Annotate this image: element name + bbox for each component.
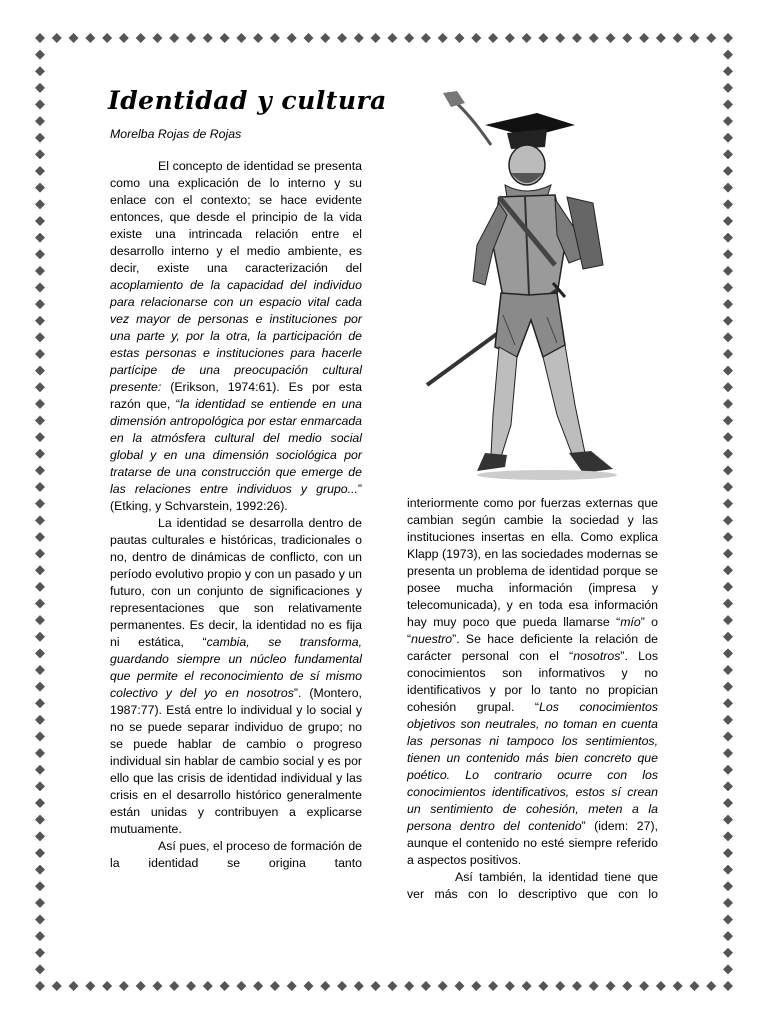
diamond-ornament — [723, 83, 733, 93]
diamond-ornament — [723, 665, 733, 675]
diamond-ornament — [639, 981, 649, 991]
diamond-ornament — [723, 765, 733, 775]
diamond-ornament — [35, 449, 45, 459]
text-column-right — [407, 495, 658, 903]
diamond-ornament — [471, 981, 481, 991]
diamond-ornament — [723, 948, 733, 958]
diamond-ornament — [723, 282, 733, 292]
paragraph — [110, 838, 362, 872]
text-run: ” o “ — [407, 615, 658, 646]
diamond-ornament — [689, 981, 699, 991]
diamond-ornament — [606, 33, 616, 43]
diamond-ornament — [387, 981, 397, 991]
diamond-ornament — [723, 898, 733, 908]
diamond-ornament — [455, 33, 465, 43]
diamond-ornament — [35, 100, 45, 110]
diamond-ornament — [35, 282, 45, 292]
diamond-ornament — [723, 732, 733, 742]
diamond-ornament — [69, 981, 79, 991]
diamond-ornament — [35, 432, 45, 442]
paragraph — [407, 495, 658, 869]
diamond-ornament — [35, 948, 45, 958]
diamond-ornament — [371, 981, 381, 991]
paragraph — [407, 869, 658, 903]
diamond-ornament — [723, 499, 733, 509]
italic-quote-run: la identidad se entiende en una dimensión antropológica por estar enmarcada en la atmósfera cultural del medio social global y en una dimensión sociológica por tratarse de una construcción que emerge de las relaciones entre individuos y grupo... — [110, 397, 363, 496]
diamond-ornament — [119, 33, 129, 43]
diamond-ornament — [723, 50, 733, 60]
italic-quote-run: cambia, se transforma, guardando siempre un núcleo fundamental que permite el reconocimiento de sí mismo colectivo y del yo en nosotros — [110, 635, 362, 700]
diamond-ornament — [136, 981, 146, 991]
text-run: ”. (Montero, 1987:77). Está entre lo individual y lo social y no se puede separar individuo de grupo; no se puede hablar de cambio o progreso individual sin hablar de cambio social y es por ello que las crisis de identidad individual y las crisis en el desarrollo histórico generalmente están unidas y contribuyen a explicarse mutuamente. — [110, 686, 362, 836]
diamond-ornament — [723, 798, 733, 808]
diamond-ornament — [723, 432, 733, 442]
diamond-ornament — [723, 815, 733, 825]
diamond-ornament — [723, 233, 733, 243]
diamond-ornament — [35, 698, 45, 708]
diamond-ornament — [639, 33, 649, 43]
diamond-ornament — [220, 981, 230, 991]
diamond-ornament — [354, 981, 364, 991]
diamond-ornament — [35, 83, 45, 93]
diamond-ornament — [270, 33, 280, 43]
diamond-ornament — [723, 382, 733, 392]
diamond-ornament — [723, 632, 733, 642]
diamond-ornament — [656, 33, 666, 43]
author-name: Morelba Rojas de Rojas — [110, 127, 242, 141]
diamond-ornament — [421, 33, 431, 43]
diamond-ornament — [236, 33, 246, 43]
diamond-ornament — [303, 33, 313, 43]
diamond-ornament — [152, 981, 162, 991]
diamond-ornament — [35, 116, 45, 126]
diamond-ornament — [253, 33, 263, 43]
diamond-ornament — [723, 100, 733, 110]
text-run: ”. Los conocimientos son informativos y no identificativos y por lo tanto no propician cohesión grupal. “ — [407, 649, 658, 714]
diamond-ornament — [723, 582, 733, 592]
document-title: Identidad y cultura — [108, 86, 387, 115]
diamond-ornament — [689, 33, 699, 43]
diamond-ornament — [35, 316, 45, 326]
diamond-ornament — [673, 33, 683, 43]
diamond-ornament — [488, 33, 498, 43]
diamond-ornament — [589, 33, 599, 43]
diamond-ornament — [35, 66, 45, 76]
diamond-ornament — [320, 981, 330, 991]
diamond-ornament — [438, 981, 448, 991]
diamond-ornament — [723, 848, 733, 858]
diamond-ornament — [35, 549, 45, 559]
text-run: ” (Etking, y Schvarstein, 1992:26). — [110, 482, 362, 513]
diamond-ornament — [35, 881, 45, 891]
diamond-ornament — [119, 981, 129, 991]
diamond-ornament — [85, 981, 95, 991]
diamond-ornament — [572, 981, 582, 991]
diamond-ornament — [35, 399, 45, 409]
diamond-ornament — [723, 831, 733, 841]
diamond-ornament — [287, 33, 297, 43]
diamond-ornament — [723, 698, 733, 708]
diamond-ornament — [35, 931, 45, 941]
text-run: Así también, la identidad tiene que ver más con lo descriptivo que con lo — [407, 870, 658, 901]
diamond-ornament — [35, 765, 45, 775]
diamond-ornament — [35, 981, 45, 991]
diamond-ornament — [102, 33, 112, 43]
diamond-ornament — [35, 499, 45, 509]
diamond-ornament — [606, 981, 616, 991]
diamond-ornament — [52, 981, 62, 991]
text-run: La identidad se desarrolla dentro de pautas culturales e históricas, tradicionales o no, dentro de dinámicas de conflicto, con un período evolutivo propio y con un pasado y un futuro, con un conjunto de significaciones y representaciones que son relativamente permanentes. Es decir, la identidad no es fija ni estática, “ — [110, 516, 362, 649]
diamond-ornament — [387, 33, 397, 43]
diamond-ornament — [35, 416, 45, 426]
diamond-ornament — [35, 216, 45, 226]
diamond-ornament — [35, 50, 45, 60]
diamond-ornament — [723, 648, 733, 658]
diamond-ornament — [438, 33, 448, 43]
diamond-ornament — [203, 981, 213, 991]
text-run: Así pues, el proceso de formación de la identidad se origina tanto — [110, 839, 362, 870]
diamond-ornament — [35, 865, 45, 875]
diamond-ornament — [337, 33, 347, 43]
diamond-ornament — [673, 981, 683, 991]
diamond-ornament — [35, 133, 45, 143]
diamond-ornament — [723, 781, 733, 791]
diamond-ornament — [505, 981, 515, 991]
diamond-ornament — [35, 166, 45, 176]
diamond-ornament — [723, 615, 733, 625]
diamond-ornament — [35, 964, 45, 974]
diamond-ornament — [35, 465, 45, 475]
diamond-ornament — [421, 981, 431, 991]
diamond-ornament — [35, 565, 45, 575]
text-run: ” (idem: 27), aunque el contenido no esté siempre referido a aspectos positivos. — [407, 819, 658, 867]
italic-quote-run: acoplamiento de la capacidad del individuo para relacionarse con un espacio vital cada vez mayor de personas e instituciones por una parte y, por la otra, la participación de estas personas e instituciones para hacerle partícipe de una preocupación cultural presente: — [110, 278, 362, 394]
diamond-ornament — [35, 266, 45, 276]
diamond-ornament — [35, 781, 45, 791]
text-column-left — [110, 158, 362, 872]
diamond-ornament — [723, 33, 733, 43]
diamond-ornament — [723, 299, 733, 309]
diamond-ornament — [320, 33, 330, 43]
diamond-ornament — [723, 349, 733, 359]
diamond-ornament — [723, 931, 733, 941]
text-run: El concepto de identidad se presenta como una explicación de lo interno y su enlace con el contexto; se hace evidente entonces, que desde el principio de la vida existe una intrincada relación entre el desarrollo interno y el medio ambiente, es decir, existe una caracterización del — [110, 159, 362, 275]
paragraph — [110, 158, 362, 515]
diamond-ornament — [35, 33, 45, 43]
diamond-ornament — [69, 33, 79, 43]
diamond-ornament — [35, 831, 45, 841]
cavalier-soldier-illustration — [407, 85, 657, 490]
diamond-ornament — [723, 66, 733, 76]
diamond-ornament — [723, 199, 733, 209]
diamond-ornament — [538, 33, 548, 43]
diamond-ornament — [253, 981, 263, 991]
diamond-ornament — [522, 33, 532, 43]
italic-quote-run: nosotros — [573, 649, 621, 663]
diamond-ornament — [35, 332, 45, 342]
diamond-ornament — [35, 798, 45, 808]
diamond-ornament — [723, 316, 733, 326]
diamond-ornament — [35, 632, 45, 642]
diamond-ornament — [723, 682, 733, 692]
diamond-ornament — [35, 482, 45, 492]
diamond-ornament — [522, 981, 532, 991]
diamond-ornament — [723, 865, 733, 875]
italic-quote-run: Los conocimientos objetivos son neutrales, no toman en cuenta las personas ni tampoco los sentimientos, tienen un contenido más bien concreto que poético. Lo contrario ocurre con los conocimientos identificativos, estos sí crean un sentimiento de cohesión, meten a la persona dentro del contenido — [407, 700, 658, 833]
diamond-ornament — [169, 981, 179, 991]
diamond-ornament — [723, 366, 733, 376]
diamond-ornament — [723, 881, 733, 891]
diamond-ornament — [35, 898, 45, 908]
diamond-ornament — [35, 249, 45, 259]
diamond-ornament — [35, 515, 45, 525]
diamond-ornament — [152, 33, 162, 43]
diamond-ornament — [35, 299, 45, 309]
diamond-ornament — [287, 981, 297, 991]
diamond-ornament — [723, 149, 733, 159]
diamond-ornament — [723, 981, 733, 991]
diamond-ornament — [723, 133, 733, 143]
diamond-ornament — [35, 732, 45, 742]
diamond-ornament — [656, 981, 666, 991]
diamond-ornament — [723, 482, 733, 492]
italic-quote-run: mío — [620, 615, 641, 629]
diamond-ornament — [35, 648, 45, 658]
diamond-ornament — [35, 615, 45, 625]
diamond-ornament — [35, 233, 45, 243]
diamond-ornament — [371, 33, 381, 43]
diamond-ornament — [723, 565, 733, 575]
diamond-ornament — [723, 266, 733, 276]
diamond-ornament — [723, 416, 733, 426]
diamond-ornament — [723, 216, 733, 226]
diamond-ornament — [52, 33, 62, 43]
diamond-ornament — [35, 366, 45, 376]
diamond-ornament — [723, 332, 733, 342]
diamond-ornament — [572, 33, 582, 43]
diamond-ornament — [169, 33, 179, 43]
diamond-ornament — [471, 33, 481, 43]
paragraph — [110, 515, 362, 838]
diamond-ornament — [555, 33, 565, 43]
diamond-ornament — [622, 981, 632, 991]
diamond-ornament — [723, 598, 733, 608]
diamond-ornament — [203, 33, 213, 43]
diamond-ornament — [622, 33, 632, 43]
diamond-ornament — [35, 848, 45, 858]
diamond-ornament — [35, 815, 45, 825]
diamond-ornament — [236, 981, 246, 991]
diamond-ornament — [723, 399, 733, 409]
diamond-ornament — [723, 748, 733, 758]
diamond-ornament — [35, 682, 45, 692]
text-run: (Erikson, 1974:61). Es por esta razón que, “ — [110, 380, 362, 411]
diamond-ornament — [35, 665, 45, 675]
diamond-ornament — [723, 449, 733, 459]
diamond-ornament — [354, 33, 364, 43]
diamond-ornament — [186, 981, 196, 991]
diamond-ornament — [488, 981, 498, 991]
diamond-ornament — [35, 914, 45, 924]
diamond-ornament — [723, 549, 733, 559]
diamond-ornament — [706, 33, 716, 43]
diamond-ornament — [35, 715, 45, 725]
text-run: ”. Se hace deficiente la relación de carácter personal con el “ — [407, 632, 658, 663]
diamond-ornament — [723, 183, 733, 193]
diamond-ornament — [723, 465, 733, 475]
diamond-ornament — [35, 199, 45, 209]
italic-quote-run: nuestro — [411, 632, 453, 646]
diamond-ornament — [723, 532, 733, 542]
diamond-ornament — [102, 981, 112, 991]
diamond-ornament — [589, 981, 599, 991]
diamond-ornament — [505, 33, 515, 43]
diamond-ornament — [270, 981, 280, 991]
diamond-ornament — [723, 116, 733, 126]
diamond-ornament — [723, 515, 733, 525]
diamond-ornament — [455, 981, 465, 991]
diamond-ornament — [706, 981, 716, 991]
diamond-ornament — [35, 149, 45, 159]
diamond-ornament — [538, 981, 548, 991]
diamond-ornament — [303, 981, 313, 991]
diamond-ornament — [555, 981, 565, 991]
diamond-ornament — [186, 33, 196, 43]
diamond-ornament — [337, 981, 347, 991]
text-run: interiormente como por fuerzas externas que cambian según cambie la sociedad y las instituciones insertas en ella. Como explica Klapp (1973), en las sociedades modernas se presenta un problema de identidad porque se posee mucha información (impresa y telecomunicada), y en toda esa información hay muy poco que pueda llamarse “ — [407, 496, 658, 629]
diamond-ornament — [35, 532, 45, 542]
diamond-ornament — [85, 33, 95, 43]
diamond-ornament — [404, 33, 414, 43]
diamond-ornament — [723, 964, 733, 974]
diamond-ornament — [35, 183, 45, 193]
diamond-ornament — [35, 582, 45, 592]
diamond-ornament — [723, 715, 733, 725]
diamond-ornament — [404, 981, 414, 991]
diamond-ornament — [35, 748, 45, 758]
diamond-ornament — [723, 249, 733, 259]
diamond-ornament — [136, 33, 146, 43]
diamond-ornament — [35, 349, 45, 359]
diamond-ornament — [220, 33, 230, 43]
diamond-ornament — [723, 914, 733, 924]
diamond-ornament — [35, 598, 45, 608]
diamond-ornament — [723, 166, 733, 176]
diamond-ornament — [35, 382, 45, 392]
